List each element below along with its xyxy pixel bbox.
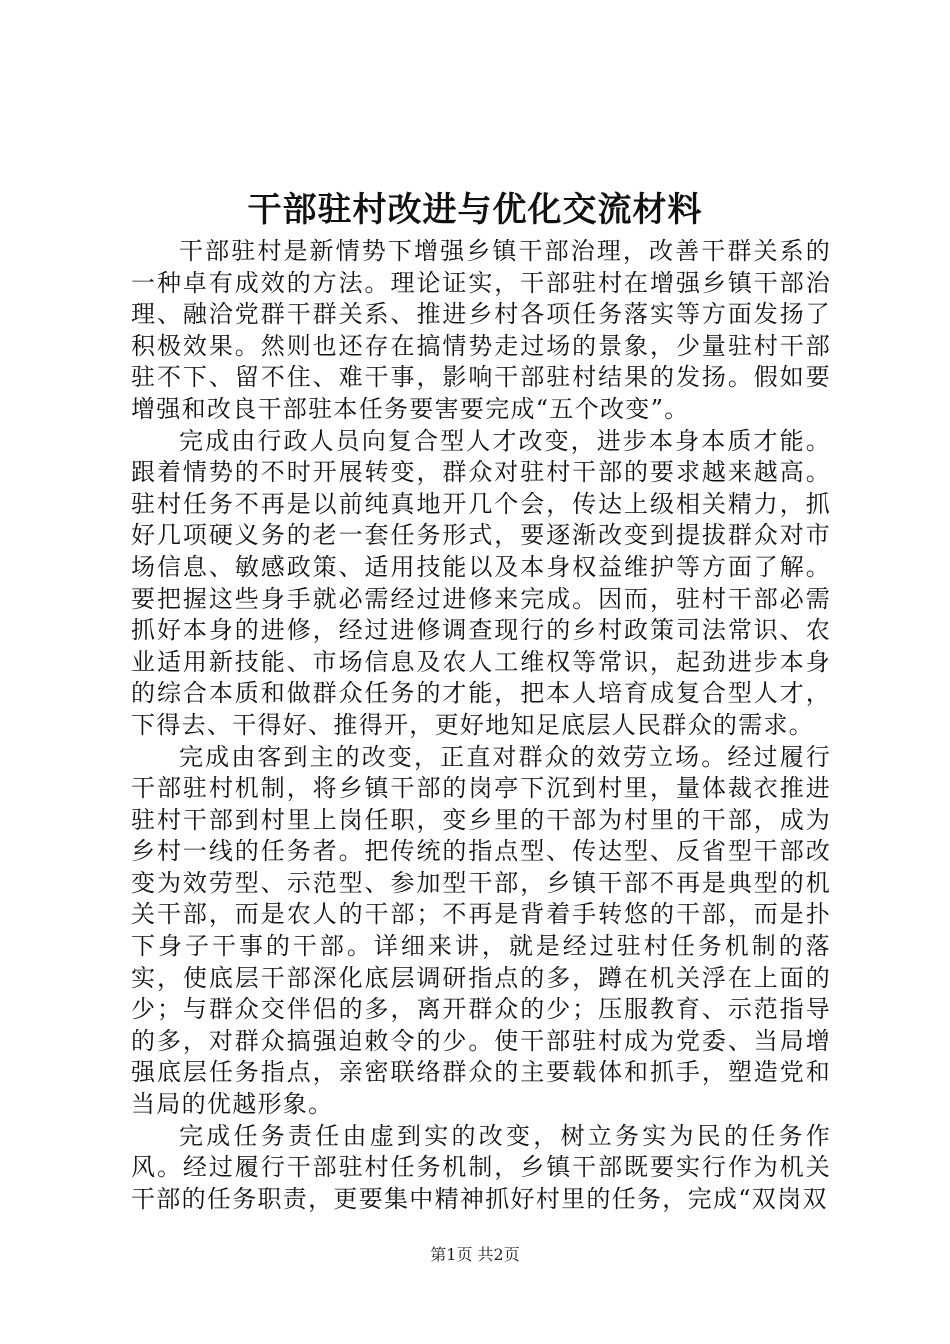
page-number-footer: 第1页 共2页 [430,1245,520,1264]
paragraph-change-2: 完成由客到主的改变，正直对群众的效劳立场。经过履行干部驻村机制，将乡镇干部的岗亭下沉到村里，量体裁衣推进驻村干部到村里上岗任职，变乡里的干部为村里的干部，成为乡村一线的任务者。把传统的指点型、传达型、反省型干部改变为效劳型、示范型、参加型干部，乡镇干部不再是典型的机关干部，而是农人的干部；不再是背着手转悠的干部，而是扑下身子干事的干部。详细来讲，就是经过驻村任务机制的落实，使底层干部深化底层调研指点的多，蹲在机关浮在上面的少；与群众交伴侣的多，离开群众的少；压服教育、示范指导的多，对群众搞强迫敕令的少。使干部驻村成为党委、当局增强底层任务指点，亲密联络群众的主要载体和抓手，塑造党和当局的优越形象。 [131,742,831,1119]
paragraph-change-1: 完成由行政人员向复合型人才改变，进步本身本质才能。跟着情势的不时开展转变，群众对驻村干部的要求越来越高。驻村任务不再是以前纯真地开几个会，传达上级相关精力，抓好几项硬义务的老一套任务形式，要逐渐改变到提拔群众对市场信息、敏感政策、适用技能以及本身权益维护等方面了解。要把握这些身手就必需经过进修来完成。因而，驻村干部必需抓好本身的进修，经过进修调查现行的乡村政策司法常识、农业适用新技能、市场信息及农人工维权等常识，起劲进步本身的综合本质和做群众任务的才能，把本人培育成复合型人才，下得去、干得好、推得开，更好地知足底层人民群众的需求。 [131,426,831,739]
document-title: 干部驻村改进与优化交流材料 [247,190,703,230]
paragraph-change-3: 完成任务责任由虚到实的改变，树立务实为民的任务作风。经过履行干部驻村任务机制，乡镇干部既要实行作为机关干部的任务职责，更要集中精神抓好村里的任务，完成“双岗双 [131,1121,831,1213]
paragraph-intro: 干部驻村是新情势下增强乡镇干部治理，改善干群关系的一种卓有成效的方法。理论证实，干部驻村在增强乡镇干部治理、融洽党群干群关系、推进乡村各项任务落实等方面发扬了积极效果。然则也还存在搞情势走过场的景象，少量驻村干部驻不下、留不住、难干事，影响干部驻村结果的发扬。假如要增强和改良干部驻本任务要害要完成“五个改变”。 [131,237,831,423]
document-body [131,236,831,1215]
